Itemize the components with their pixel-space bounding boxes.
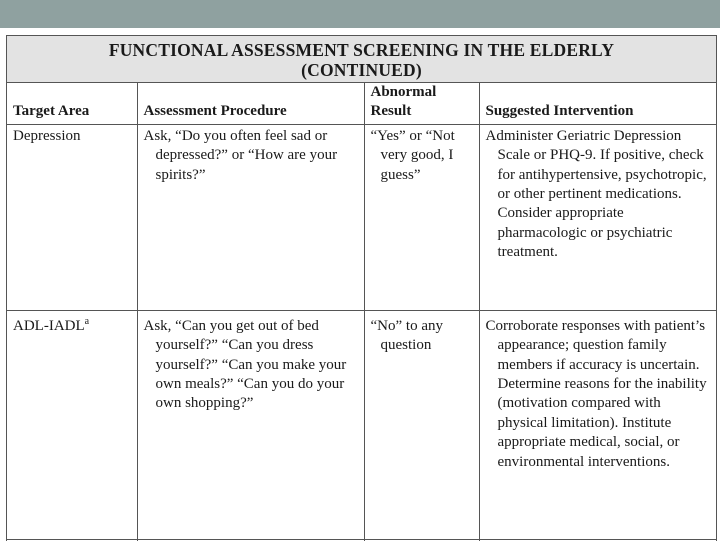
header-target-area: Target Area (7, 83, 137, 124)
header-suggested-intervention: Suggested Intervention (479, 83, 716, 124)
table-row (7, 124, 716, 310)
footnote-marker: a (84, 315, 90, 327)
header-abnormal-line2: Result (370, 103, 412, 120)
slide-header-band (0, 0, 720, 28)
header-abnormal-line1: Abnormal (370, 84, 437, 100)
cell-assessment-procedure: Ask, “Do you often feel sad or depressed?” or “How are your spirits?” (137, 124, 364, 310)
table-header-row (7, 83, 716, 124)
table-title-line1: FUNCTIONAL ASSESSMENT SCREENING IN THE ELDERLY (108, 40, 615, 60)
table-title (7, 36, 716, 83)
header-assessment-procedure: Assessment Procedure (137, 83, 364, 124)
cell-target-area: Depression (7, 124, 137, 310)
cell-target-area-text: ADL-IADL (13, 317, 85, 334)
cell-assessment-procedure: Ask, “Can you get out of bed yourself?” “Can you dress yourself?” “Can you make your own meals?” “Can you do your own shopping?” (137, 310, 364, 539)
cell-suggested-intervention: Corroborate responses with patient’s appearance; question family members if accuracy is uncertain. Determine reasons for the inability (motivation compared with physical limitation). Institute appropriate medical, social, or environmental interventions. (479, 310, 716, 539)
header-abnormal-result (364, 83, 479, 124)
cell-target-area (7, 310, 137, 539)
table-title-line2: (CONTINUED) (301, 60, 422, 80)
cell-abnormal-result: “No” to any question (364, 310, 479, 539)
table-grid (7, 83, 716, 541)
cell-abnormal-result: “Yes” or “Not very good, I guess” (364, 124, 479, 310)
cell-suggested-intervention: Administer Geriatric Depression Scale or PHQ-9. If positive, check for antihypertensive, psychotropic, or other pertinent medications. Consider appropriate pharmacologic or psychiatric treatment. (479, 124, 716, 310)
assessment-table (6, 35, 717, 541)
table-row (7, 310, 716, 539)
